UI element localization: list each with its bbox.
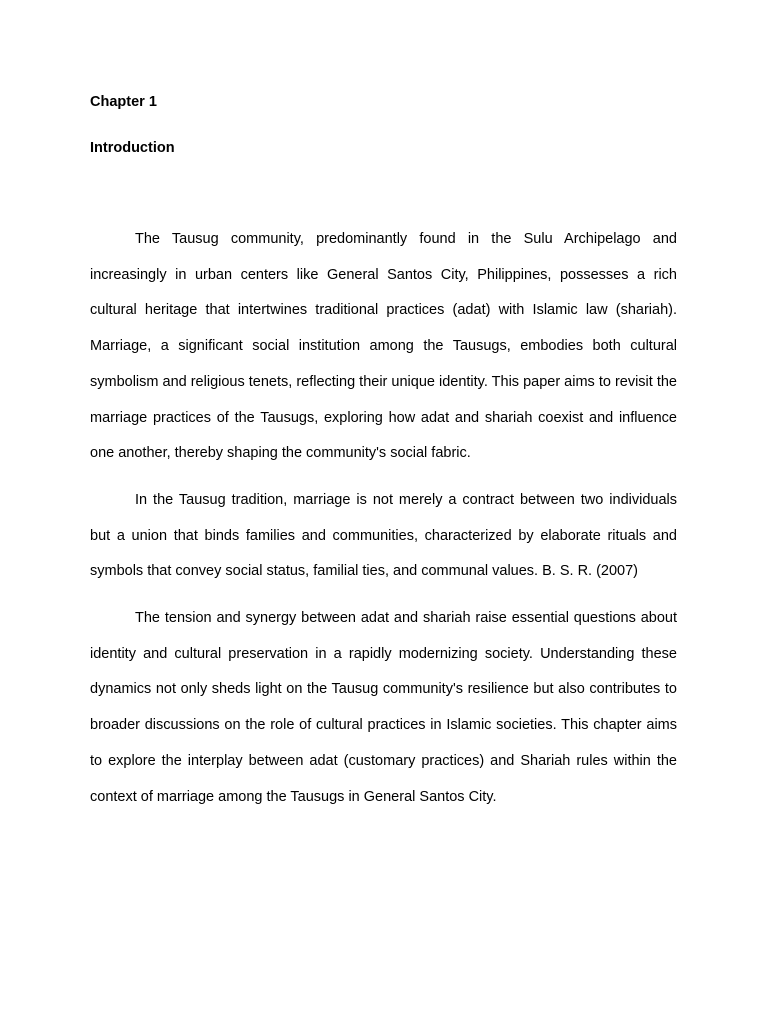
paragraph-2: In the Tausug tradition, marriage is not merely a contract between two individuals but a union that binds families and communities, characterized by elaborate rituals and symbols that convey social status, familial ties, and communal values. B. S. R. (2007) xyxy=(90,491,677,580)
paragraph-1: The Tausug community, predominantly found in the Sulu Archipelago and increasingly in urban centers like General Santos City, Philippines, possesses a rich cultural heritage that intertwines traditional practices (adat) with Islamic law (shariah). Marriage, a significant social institution among the Tausugs, embodies both cultural symbolism and religious tenets, reflecting their unique identity. This paper aims to revisit the marriage practices of the Tausugs, exploring how adat and shariah coexist and influence one another, thereby shaping the community's social fabric. xyxy=(90,231,677,462)
page-content xyxy=(90,92,677,826)
section-heading: Introduction xyxy=(90,140,175,156)
chapter-heading: Chapter 1 xyxy=(90,94,157,110)
paragraph-3: The tension and synergy between adat and shariah raise essential questions about identity and cultural preservation in a rapidly modernizing society. Understanding these dynamics not only sheds light on the Tausug community's resilience but also contributes to broader discussions on the role of cultural practices in Islamic societies. This chapter aims to explore the interplay between adat (customary practices) and Shariah rules within the context of marriage among the Tausugs in General Santos City. xyxy=(90,610,677,805)
